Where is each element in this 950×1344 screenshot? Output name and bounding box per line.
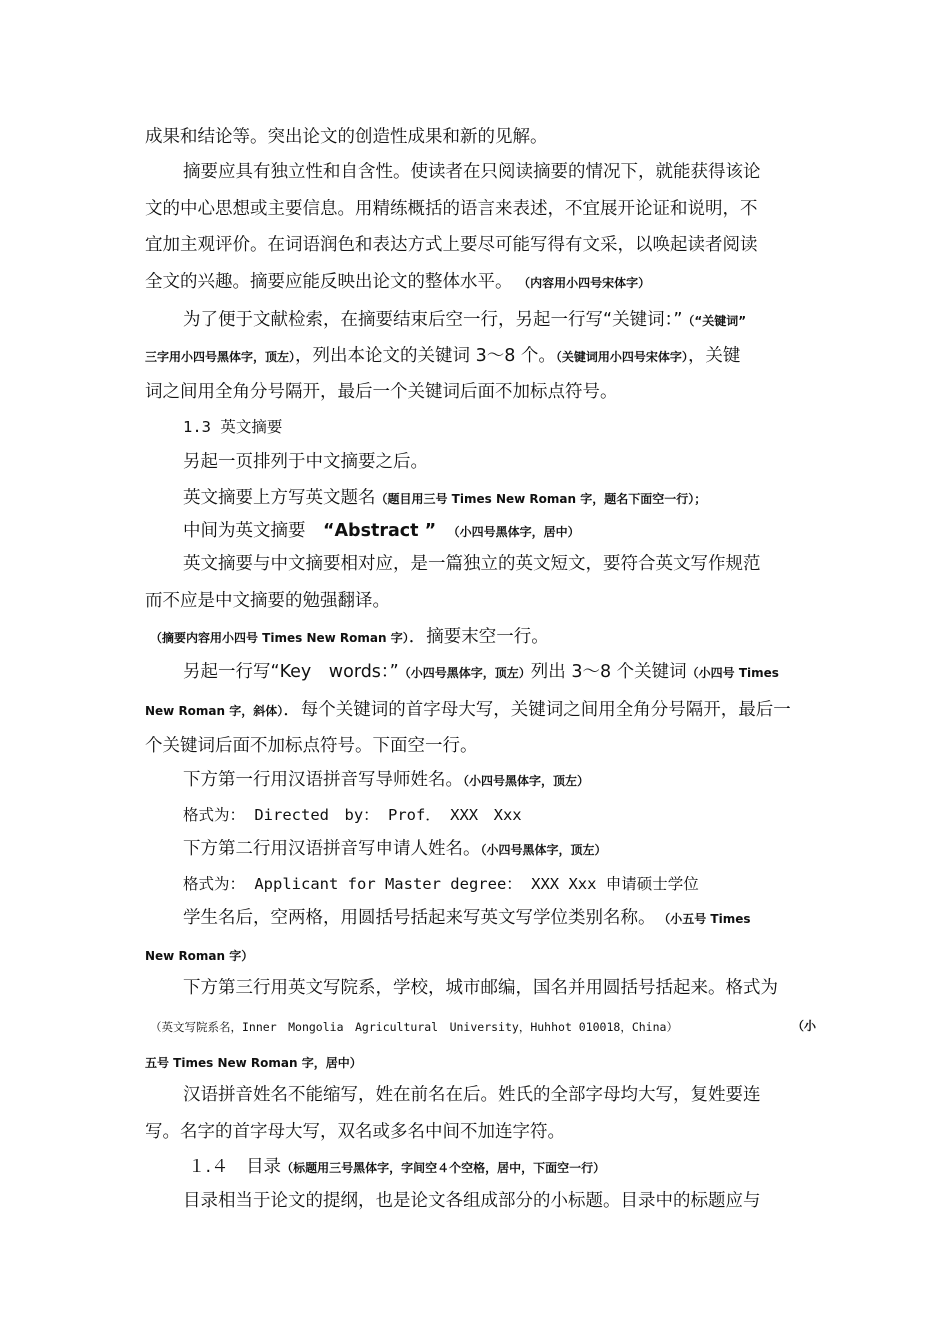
- text-line-28: 汉语拼音姓名不能缩写，姓在前名在后。姓氏的全部字母均大写，复姓要连: [183, 1085, 761, 1105]
- format-note: （内容用小四号宋体字）: [518, 276, 651, 290]
- format-note: （小四号黑体字，顶左）: [398, 666, 531, 680]
- format-note: （摘要内容用小四号 Times New Roman 字）: [150, 631, 409, 645]
- text-line-07: 三字用小四号黑体字，顶左），列出本论文的关键词 3～8 个。（关键词用小四号宋体字），关键: [145, 346, 741, 366]
- format-note: 三字用小四号黑体字，顶左）: [145, 350, 296, 364]
- format-note: New Roman 字，斜体）: [145, 704, 284, 718]
- text-line-08: 词之间用全角分号隔开，最后一个关键词后面不加标点符号。: [145, 382, 618, 402]
- abstract-label: “Abstract ”: [323, 521, 437, 541]
- text-line-19: 下方第一行用汉语拼音写导师姓名。（小四号黑体字，顶左）: [183, 770, 590, 790]
- text-line-23: 学生名后，空两格，用圆括号括起来写英文写学位类别名称。 （小五号 Times: [183, 908, 751, 928]
- text-line-25: 下方第三行用英文写院系，学校，城市邮编，国名并用圆括号括起来。格式为: [183, 978, 778, 998]
- text-line-03: 文的中心思想或主要信息。用精练概括的语言来表述，不宜展开论证和说明，不: [145, 199, 758, 219]
- text-line-24: [145, 943, 253, 968]
- text-line-26: （英文写院系名，Inner Mongolia Agricultural University，Huhhot 010018，China） （小: [150, 1014, 678, 1039]
- format-note: 五号 Times New Roman 字，居中）: [145, 1056, 362, 1070]
- text-line-16: 另起一行写“Key words：”（小四号黑体字，顶左）列出 3～8 个关键词（小四号 Times: [183, 662, 779, 682]
- text-line-29: 写。名字的首字母大写，双名或多名中间不加连字符。: [145, 1122, 565, 1142]
- text-line-18: 个关键词后面不加标点符号。下面空一行。: [145, 736, 478, 756]
- text-line-13: 英文摘要与中文摘要相对应，是一篇独立的英文短文，要符合英文写作规范: [183, 554, 761, 574]
- text-line-22: 格式为： Applicant for Master degree： XXX Xxx 申请硕士学位: [183, 875, 699, 893]
- format-note: （小四号 Times: [686, 666, 779, 680]
- format-note: （小四号黑体字，居中）: [453, 525, 580, 539]
- format-note: （关键词用小四号宋体字）: [555, 350, 688, 364]
- section-heading-1-4: １.４ 目录（标题用三号黑体字，字间空４个空格，居中，下面空一行）: [188, 1157, 606, 1177]
- text-line-27: [145, 1050, 362, 1075]
- format-note: （“关键词”: [682, 314, 747, 328]
- text-line-05: 全文的兴趣。摘要应能反映出论文的整体水平。 （内容用小四号宋体字）: [145, 272, 651, 292]
- text-line-10: 另起一页排列于中文摘要之后。: [183, 452, 428, 472]
- format-note: （小: [792, 1019, 817, 1033]
- text-line-01: 成果和结论等。突出论文的创造性成果和新的见解。: [145, 127, 548, 147]
- format-note: （小四号黑体字，顶左）: [463, 774, 590, 788]
- format-note: （小五号 Times: [664, 912, 751, 926]
- section-heading-1-3: 1.3 英文摘要: [183, 418, 283, 436]
- text-line-21: 下方第二行用汉语拼音写申请人姓名。（小四号黑体字，顶左）: [183, 839, 607, 859]
- text-line-11: 英文摘要上方写英文题名（题目用三号 Times New Roman 字，题名下面空一行）；: [183, 488, 707, 508]
- text-line-17: New Roman 字，斜体）．每个关键词的首字母大写，关键词之间用全角分号隔开，最后一: [145, 700, 791, 720]
- text-line-31: 目录相当于论文的提纲，也是论文各组成部分的小标题。目录中的标题应与: [183, 1191, 761, 1211]
- format-note: New Roman 字）: [145, 949, 254, 963]
- text-line-20: 格式为： Directed by： Prof． XXX Xxx: [183, 806, 522, 824]
- text-line-04: 宜加主观评价。在词语润色和表达方式上要尽可能写得有文采，以唤起读者阅读: [145, 235, 758, 255]
- text-line-15: （摘要内容用小四号 Times New Roman 字）．摘要末空一行。: [150, 627, 549, 647]
- text-line-12: 中间为英文摘要 “Abstract ” （小四号黑体字，居中）: [183, 521, 580, 541]
- text-line-14: 而不应是中文摘要的勉强翻译。: [145, 591, 390, 611]
- text-line-06: 为了便于文献检索，在摘要结束后空一行，另起一行写“关键词：”（“关键词”: [183, 310, 747, 330]
- format-note: （标题用三号黑体字，字间空４个空格，居中，下面空一行）: [281, 1161, 606, 1175]
- text-line-02: 摘要应具有独立性和自含性。使读者在只阅读摘要的情况下，就能获得该论: [183, 162, 761, 182]
- format-note: （小四号黑体字，顶左）: [480, 843, 607, 857]
- format-note: （题目用三号 Times New Roman 字，题名下面空一行）；: [375, 492, 707, 506]
